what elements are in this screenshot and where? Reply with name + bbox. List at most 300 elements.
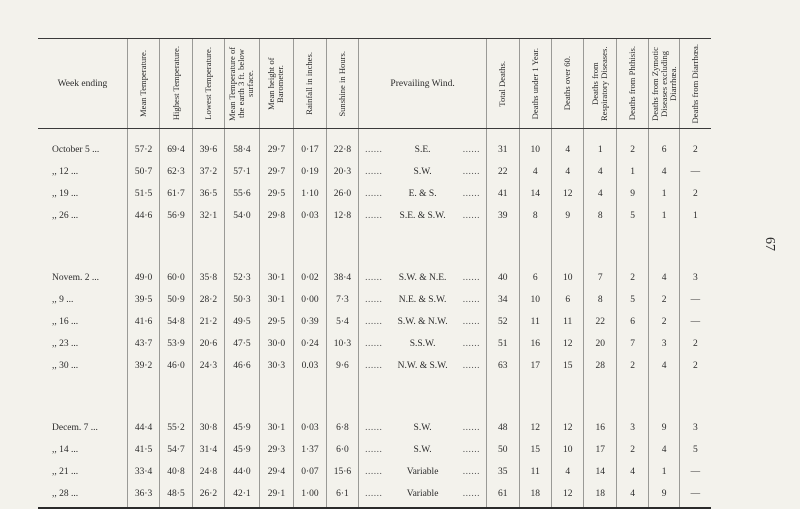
baro-cell: 29·3: [259, 439, 294, 461]
sun-cell: 12·8: [326, 205, 358, 227]
rain-cell: 0·39: [294, 311, 326, 333]
mean-cell: 41·5: [127, 439, 159, 461]
table-row: [38, 205, 711, 227]
high-cell: 62·3: [160, 161, 192, 183]
spacer-cell: [38, 129, 127, 140]
total-cell: 41: [487, 183, 519, 205]
low-cell: 26·2: [192, 483, 224, 508]
total-cell: 39: [487, 205, 519, 227]
spacer-cell: [551, 129, 583, 140]
spacer-cell: [326, 377, 358, 417]
rain-cell: 0·19: [294, 161, 326, 183]
wind-cell-content: [361, 295, 484, 305]
u1-cell: 11: [519, 461, 551, 483]
mean-cell: 44·6: [127, 205, 159, 227]
total-cell: 35: [487, 461, 519, 483]
diar-cell: —: [679, 483, 711, 508]
mean-cell: 51·5: [127, 183, 159, 205]
header-high-temp: Highest Temperature.: [160, 39, 192, 129]
sun-cell: 22·8: [326, 139, 358, 161]
mean-cell: 39·2: [127, 355, 159, 377]
wind-cell: [359, 161, 487, 183]
o60-cell: 4: [551, 161, 583, 183]
spacer-cell: [127, 129, 159, 140]
leader-dots: ......: [462, 361, 481, 371]
wind-cell: [359, 483, 487, 508]
u1-cell: 8: [519, 205, 551, 227]
leader-dots: ......: [365, 339, 383, 349]
baro-cell: 29·7: [259, 161, 294, 183]
wind-value: S.W. & N.W.: [397, 317, 448, 327]
resp-cell: 8: [584, 289, 616, 311]
o60-cell: 4: [551, 461, 583, 483]
phth-cell: 6: [616, 311, 648, 333]
spacer-cell: [584, 227, 616, 267]
total-cell: 51: [487, 333, 519, 355]
u1-cell: 10: [519, 139, 551, 161]
wind-value: S.W. & N.E.: [398, 273, 447, 283]
spacer-cell: [551, 377, 583, 417]
wind-value: Variable: [406, 467, 439, 477]
table-row: [38, 311, 711, 333]
diar-cell: —: [679, 289, 711, 311]
u1-cell: 11: [519, 311, 551, 333]
phth-cell: 3: [616, 417, 648, 439]
spacer-cell: [225, 129, 260, 140]
low-cell: 35·8: [192, 267, 224, 289]
diar-cell: 5: [679, 439, 711, 461]
header-wind: Prevailing Wind.: [359, 39, 487, 129]
wind-cell-content: [361, 273, 484, 283]
sun-cell: 15·6: [326, 461, 358, 483]
wind-cell-content: [361, 445, 484, 455]
o60-cell: 12: [551, 417, 583, 439]
diar-cell: 3: [679, 417, 711, 439]
table-row: [38, 139, 711, 161]
leader-dots: ......: [365, 167, 383, 177]
resp-cell: 20: [584, 333, 616, 355]
u1-cell: 6: [519, 267, 551, 289]
spacer-cell: [225, 377, 260, 417]
u1-cell: 4: [519, 161, 551, 183]
u1-cell: 12: [519, 417, 551, 439]
header-zymotic: Deaths from Zymotic Diseases excluding Diarrhœa.: [649, 39, 679, 129]
o60-cell: 12: [551, 333, 583, 355]
baro-cell: 29·5: [259, 311, 294, 333]
phth-cell: 2: [616, 267, 648, 289]
wind-value: S.E. & S.W.: [399, 211, 446, 221]
low-cell: 21·2: [192, 311, 224, 333]
wind-cell: [359, 267, 487, 289]
o60-cell: 10: [551, 439, 583, 461]
earth-cell: 49·5: [225, 311, 260, 333]
table-body: [38, 129, 711, 509]
total-cell: 34: [487, 289, 519, 311]
earth-cell: 45·9: [225, 417, 260, 439]
mean-cell: 50·7: [127, 161, 159, 183]
header-rainfall: Rainfall in inches.: [294, 39, 326, 129]
earth-cell: 44·0: [225, 461, 260, 483]
zym-cell: 1: [649, 183, 679, 205]
table-row: [38, 267, 711, 289]
spacer-cell: [326, 227, 358, 267]
wind-cell: [359, 139, 487, 161]
zym-cell: 2: [649, 289, 679, 311]
sun-cell: 6·0: [326, 439, 358, 461]
resp-cell: 8: [584, 205, 616, 227]
table-row: [38, 333, 711, 355]
phth-cell: 9: [616, 183, 648, 205]
sun-cell: 7·3: [326, 289, 358, 311]
zym-cell: 9: [649, 417, 679, 439]
spacer-cell: [519, 129, 551, 140]
sun-cell: 10·3: [326, 333, 358, 355]
header-row: [38, 39, 711, 129]
spacer-cell: [160, 227, 192, 267]
wind-cell-content: [361, 145, 484, 155]
zym-cell: 3: [649, 333, 679, 355]
low-cell: 30·8: [192, 417, 224, 439]
leader-dots: ......: [462, 423, 481, 433]
phth-cell: 1: [616, 161, 648, 183]
zym-cell: 4: [649, 267, 679, 289]
spacer-cell: [679, 377, 711, 417]
total-cell: 61: [487, 483, 519, 508]
rain-cell: 0·24: [294, 333, 326, 355]
spacer-cell: [519, 227, 551, 267]
total-cell: 48: [487, 417, 519, 439]
high-cell: 40·8: [160, 461, 192, 483]
diar-cell: —: [679, 461, 711, 483]
resp-cell: 17: [584, 439, 616, 461]
phth-cell: 5: [616, 289, 648, 311]
baro-cell: 29·4: [259, 461, 294, 483]
o60-cell: 12: [551, 483, 583, 508]
leader-dots: ......: [462, 445, 481, 455]
earth-cell: 45·9: [225, 439, 260, 461]
diar-cell: 2: [679, 183, 711, 205]
o60-cell: 9: [551, 205, 583, 227]
earth-cell: 42·1: [225, 483, 260, 508]
table-row: [38, 289, 711, 311]
spacer-cell: [616, 129, 648, 140]
low-cell: 36·5: [192, 183, 224, 205]
high-cell: 55·2: [160, 417, 192, 439]
spacer-cell: [192, 129, 224, 140]
wind-value: N.W. & S.W.: [397, 361, 448, 371]
resp-cell: 4: [584, 161, 616, 183]
rain-cell: 0·00: [294, 289, 326, 311]
zym-cell: 2: [649, 311, 679, 333]
wind-value: S.W.: [413, 423, 432, 433]
spacer-cell: [192, 227, 224, 267]
spacer-cell: [160, 129, 192, 140]
wind-value: N.E. & S.W.: [398, 295, 447, 305]
week-ending-cell: Decem. 7 ...: [52, 423, 98, 433]
sun-cell: 20·3: [326, 161, 358, 183]
wind-cell: [359, 205, 487, 227]
earth-cell: 54·0: [225, 205, 260, 227]
sun-cell: 5·4: [326, 311, 358, 333]
leader-dots: ......: [462, 295, 481, 305]
wind-value: E. & S.: [408, 189, 437, 199]
wind-cell-content: [361, 489, 484, 499]
high-cell: 48·5: [160, 483, 192, 508]
wind-cell-content: [361, 361, 484, 371]
total-cell: 22: [487, 161, 519, 183]
sun-cell: 9·6: [326, 355, 358, 377]
spacer-cell: [359, 129, 487, 140]
u1-cell: 16: [519, 333, 551, 355]
wind-cell-content: [361, 317, 484, 327]
table-row: [38, 439, 711, 461]
week-ending-cell: ,, 16 ...: [52, 317, 79, 327]
rain-cell: 0·03: [294, 417, 326, 439]
zym-cell: 4: [649, 439, 679, 461]
spacer-cell: [649, 129, 679, 140]
zym-cell: 6: [649, 139, 679, 161]
high-cell: 69·4: [160, 139, 192, 161]
baro-cell: 29·1: [259, 483, 294, 508]
phth-cell: 4: [616, 461, 648, 483]
wind-value: Variable: [406, 489, 439, 499]
rain-cell: 0·07: [294, 461, 326, 483]
spacer-cell: [225, 227, 260, 267]
header-week: Week ending: [38, 39, 127, 129]
wind-cell-content: [361, 467, 484, 477]
spacer-row: [38, 227, 711, 267]
mean-cell: 39·5: [127, 289, 159, 311]
baro-cell: 29·5: [259, 183, 294, 205]
baro-cell: 30·0: [259, 333, 294, 355]
u1-cell: 15: [519, 439, 551, 461]
wind-cell: [359, 461, 487, 483]
baro-cell: 30·1: [259, 417, 294, 439]
week-ending-cell: ,, 26 ...: [52, 211, 79, 221]
diar-cell: 2: [679, 139, 711, 161]
o60-cell: 15: [551, 355, 583, 377]
phth-cell: 5: [616, 205, 648, 227]
header-deaths-over-60: Deaths over 60.: [551, 39, 583, 129]
wind-value: S.E.: [414, 145, 431, 155]
baro-cell: 29·8: [259, 205, 294, 227]
wind-cell: [359, 417, 487, 439]
sun-cell: 26·0: [326, 183, 358, 205]
zym-cell: 1: [649, 461, 679, 483]
wind-cell: [359, 183, 487, 205]
leader-dots: ......: [365, 489, 383, 499]
spacer-cell: [487, 377, 519, 417]
rain-cell: 0·03: [294, 205, 326, 227]
spacer-cell: [649, 377, 679, 417]
resp-cell: 14: [584, 461, 616, 483]
high-cell: 46·0: [160, 355, 192, 377]
earth-cell: 47·5: [225, 333, 260, 355]
zym-cell: 4: [649, 355, 679, 377]
rain-cell: 0·02: [294, 267, 326, 289]
spacer-row: [38, 377, 711, 417]
wind-cell: [359, 439, 487, 461]
sun-cell: 6·8: [326, 417, 358, 439]
leader-dots: ......: [462, 167, 481, 177]
o60-cell: 12: [551, 183, 583, 205]
week-ending-cell: ,, 12 ...: [52, 167, 79, 177]
diar-cell: 2: [679, 355, 711, 377]
week-ending-cell: ,, 30 ...: [52, 361, 79, 371]
wind-cell: [359, 355, 487, 377]
rain-cell: 0.03: [294, 355, 326, 377]
low-cell: 39·6: [192, 139, 224, 161]
leader-dots: ......: [365, 317, 383, 327]
spacer-cell: [38, 377, 127, 417]
wind-value: S.S.W.: [409, 339, 436, 349]
spacer-row: [38, 129, 711, 140]
spacer-cell: [584, 377, 616, 417]
spacer-cell: [326, 129, 358, 140]
o60-cell: 6: [551, 289, 583, 311]
rain-cell: 1·10: [294, 183, 326, 205]
table-row: [38, 417, 711, 439]
leader-dots: ......: [365, 145, 383, 155]
spacer-cell: [616, 377, 648, 417]
high-cell: 61·7: [160, 183, 192, 205]
spacer-cell: [649, 227, 679, 267]
spacer-cell: [294, 129, 326, 140]
baro-cell: 30·1: [259, 267, 294, 289]
wind-cell-content: [361, 423, 484, 433]
wind-cell-content: [361, 211, 484, 221]
diar-cell: 1: [679, 205, 711, 227]
o60-cell: 4: [551, 139, 583, 161]
resp-cell: 1: [584, 139, 616, 161]
low-cell: 20·6: [192, 333, 224, 355]
week-ending-cell: ,, 23 ...: [52, 339, 79, 349]
diar-cell: —: [679, 311, 711, 333]
low-cell: 24·3: [192, 355, 224, 377]
mean-cell: 43·7: [127, 333, 159, 355]
wind-value: S.W.: [413, 167, 432, 177]
high-cell: 54·7: [160, 439, 192, 461]
table-row: [38, 355, 711, 377]
mean-cell: 49·0: [127, 267, 159, 289]
phth-cell: 2: [616, 139, 648, 161]
week-ending-cell: ,, 28 ...: [38, 483, 127, 508]
leader-dots: ......: [365, 189, 383, 199]
page-number: 67: [762, 237, 777, 251]
resp-cell: 28: [584, 355, 616, 377]
mean-cell: 33·4: [127, 461, 159, 483]
high-cell: 50·9: [160, 289, 192, 311]
spacer-cell: [679, 129, 711, 140]
resp-cell: 22: [584, 311, 616, 333]
header-barometer: Mean height of Barometer.: [259, 39, 294, 129]
spacer-cell: [359, 227, 487, 267]
low-cell: 28·2: [192, 289, 224, 311]
leader-dots: ......: [462, 317, 481, 327]
low-cell: 32·1: [192, 205, 224, 227]
wind-cell: [359, 289, 487, 311]
resp-cell: 7: [584, 267, 616, 289]
wind-value: S.W.: [413, 445, 432, 455]
wind-cell-content: [361, 189, 484, 199]
mean-cell: 44·4: [127, 417, 159, 439]
mean-cell: 36·3: [127, 483, 159, 508]
header-respiratory: Deaths from Respiratory Diseases.: [584, 39, 616, 129]
leader-dots: ......: [365, 423, 383, 433]
diar-cell: 2: [679, 333, 711, 355]
zym-cell: 1: [649, 205, 679, 227]
spacer-cell: [192, 377, 224, 417]
leader-dots: ......: [365, 211, 383, 221]
diar-cell: 3: [679, 267, 711, 289]
spacer-cell: [294, 227, 326, 267]
week-ending-cell: ,, 19 ...: [52, 189, 79, 199]
header-deaths-under-1: Deaths under 1 Year.: [519, 39, 551, 129]
rain-cell: 1·37: [294, 439, 326, 461]
spacer-cell: [160, 377, 192, 417]
spacer-cell: [359, 377, 487, 417]
sun-cell: 6·1: [326, 483, 358, 508]
mean-cell: 41·6: [127, 311, 159, 333]
leader-dots: ......: [462, 189, 481, 199]
earth-cell: 57·1: [225, 161, 260, 183]
header-low-temp: Lowest Temperature.: [192, 39, 224, 129]
zym-cell: 4: [649, 161, 679, 183]
leader-dots: ......: [462, 145, 481, 155]
spacer-cell: [259, 227, 294, 267]
table-row: [38, 483, 711, 508]
earth-cell: 58·4: [225, 139, 260, 161]
resp-cell: 4: [584, 183, 616, 205]
baro-cell: 29·7: [259, 139, 294, 161]
low-cell: 31·4: [192, 439, 224, 461]
wind-cell-content: [361, 339, 484, 349]
spacer-cell: [487, 227, 519, 267]
total-cell: 40: [487, 267, 519, 289]
week-ending-cell: ,, 9 ...: [52, 295, 74, 305]
u1-cell: 14: [519, 183, 551, 205]
baro-cell: 30·3: [259, 355, 294, 377]
earth-cell: 52·3: [225, 267, 260, 289]
spacer-cell: [487, 129, 519, 140]
phth-cell: 2: [616, 355, 648, 377]
phth-cell: 7: [616, 333, 648, 355]
wind-cell: [359, 311, 487, 333]
header-sunshine: Sunshine in Hours.: [326, 39, 358, 129]
header-earth-temp: Mean Temperature of the earth 3 ft. below surface.: [225, 39, 260, 129]
spacer-cell: [679, 227, 711, 267]
wind-cell-content: [361, 167, 484, 177]
leader-dots: ......: [462, 211, 481, 221]
o60-cell: 11: [551, 311, 583, 333]
week-ending-cell: October 5 ...: [52, 145, 100, 155]
high-cell: 60·0: [160, 267, 192, 289]
sun-cell: 38·4: [326, 267, 358, 289]
high-cell: 53·9: [160, 333, 192, 355]
header-diarrhoea: Deaths from Diarrhœa.: [679, 39, 711, 129]
week-ending-cell: ,, 21 ...: [52, 467, 79, 477]
diar-cell: —: [679, 161, 711, 183]
rain-cell: 0·17: [294, 139, 326, 161]
week-ending-cell: ,, 14 ...: [52, 445, 79, 455]
leader-dots: ......: [462, 273, 481, 283]
total-cell: 50: [487, 439, 519, 461]
spacer-cell: [551, 227, 583, 267]
mean-cell: 57·2: [127, 139, 159, 161]
phth-cell: 4: [616, 483, 648, 508]
o60-cell: 10: [551, 267, 583, 289]
u1-cell: 10: [519, 289, 551, 311]
